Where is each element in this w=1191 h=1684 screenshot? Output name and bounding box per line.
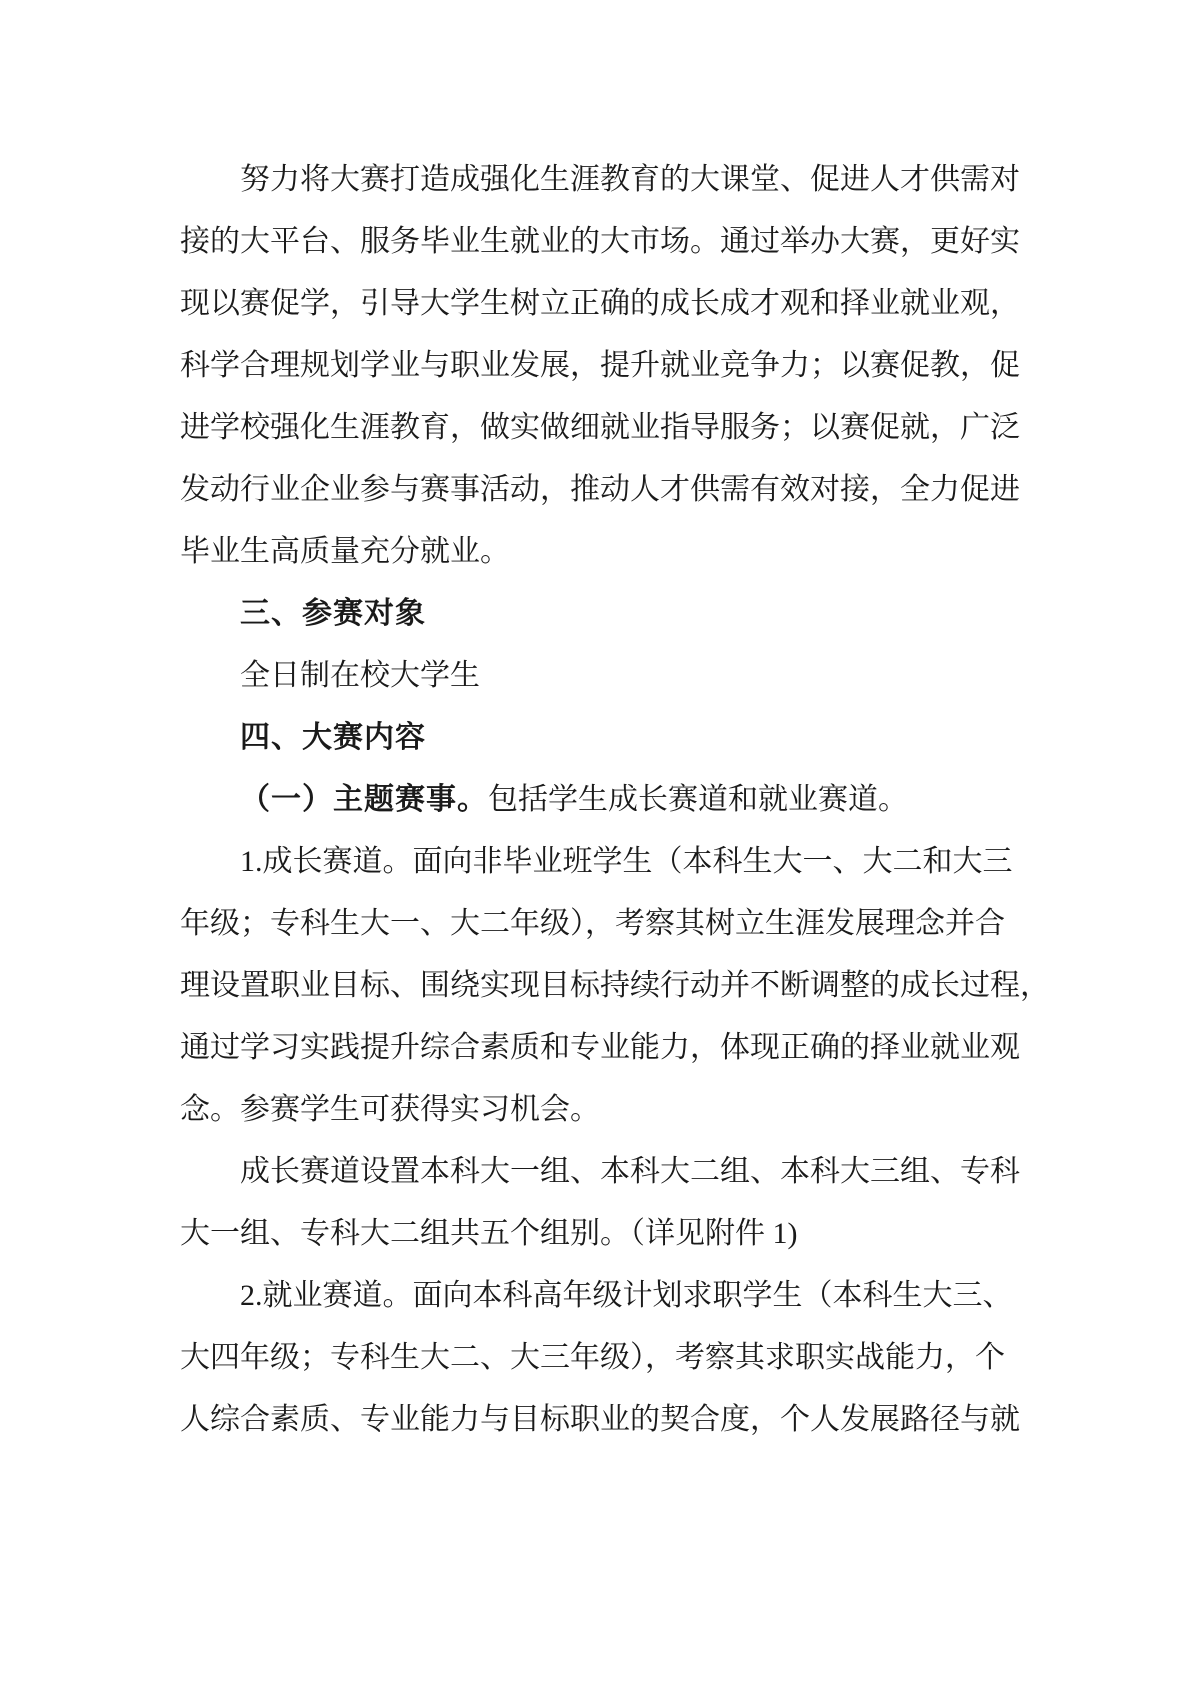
- text-line: 理设置职业目标、围绕实现目标持续行动并不断调整的成长过程，: [180, 969, 1050, 1002]
- text-line: 大一组、专科大二组共五个组别。（详见附件 1): [180, 1217, 798, 1250]
- text-line: 1.成长赛道。面向非毕业班学生（本科生大一、大二和大三: [240, 845, 1013, 878]
- text-line: 成长赛道设置本科大一组、本科大二组、本科大三组、专科: [240, 1155, 1020, 1188]
- text-line: 念。参赛学生可获得实习机会。: [180, 1093, 600, 1126]
- text-line: 大四年级；专科生大二、大三年级），考察其求职实战能力，个: [180, 1341, 1005, 1374]
- document-text-block: [180, 149, 1050, 1451]
- text-line: 现以赛促学，引导大学生树立正确的成长成才观和择业就业观，: [180, 287, 1020, 320]
- text-line: 发动行业企业参与赛事活动，推动人才供需有效对接，全力促进: [180, 473, 1020, 506]
- text-line: 通过学习实践提升综合素质和专业能力，体现正确的择业就业观: [180, 1031, 1020, 1064]
- text-line: 毕业生高质量充分就业。: [180, 535, 510, 568]
- paragraph-growth-groups: [180, 1141, 1020, 1265]
- text-line: 科学合理规划学业与职业发展，提升就业竞争力；以赛促教，促: [180, 349, 1020, 382]
- paragraph-eligibility: 全日制在校大学生: [240, 659, 480, 692]
- text-line: 2.就业赛道。面向本科高年级计划求职学生（本科生大三、: [240, 1279, 1013, 1312]
- item-one-rest: 包括学生成长赛道和就业赛道。: [488, 783, 908, 816]
- text-line: 进学校强化生涯教育，做实做细就业指导服务；以赛促就，广泛: [180, 411, 1020, 444]
- paragraph-employment-track: [180, 1265, 1020, 1451]
- item-one-lead: （一）主题赛事。: [240, 783, 488, 816]
- paragraph-theme-events: [180, 769, 1020, 831]
- text-line: 接的大平台、服务毕业生就业的大市场。通过举办大赛，更好实: [180, 225, 1020, 258]
- paragraph-growth-track: [180, 831, 1050, 1141]
- section-heading-contest-content: 四、大赛内容: [240, 721, 426, 754]
- paragraph-intro: [180, 149, 1020, 583]
- text-line: 人综合素质、专业能力与目标职业的契合度，个人发展路径与就: [180, 1403, 1020, 1436]
- section-heading-participants: 三、参赛对象: [240, 597, 426, 630]
- text-line: 年级；专科生大一、大二年级），考察其树立生涯发展理念并合: [180, 907, 1005, 940]
- text-line: 努力将大赛打造成强化生涯教育的大课堂、促进人才供需对: [240, 163, 1020, 196]
